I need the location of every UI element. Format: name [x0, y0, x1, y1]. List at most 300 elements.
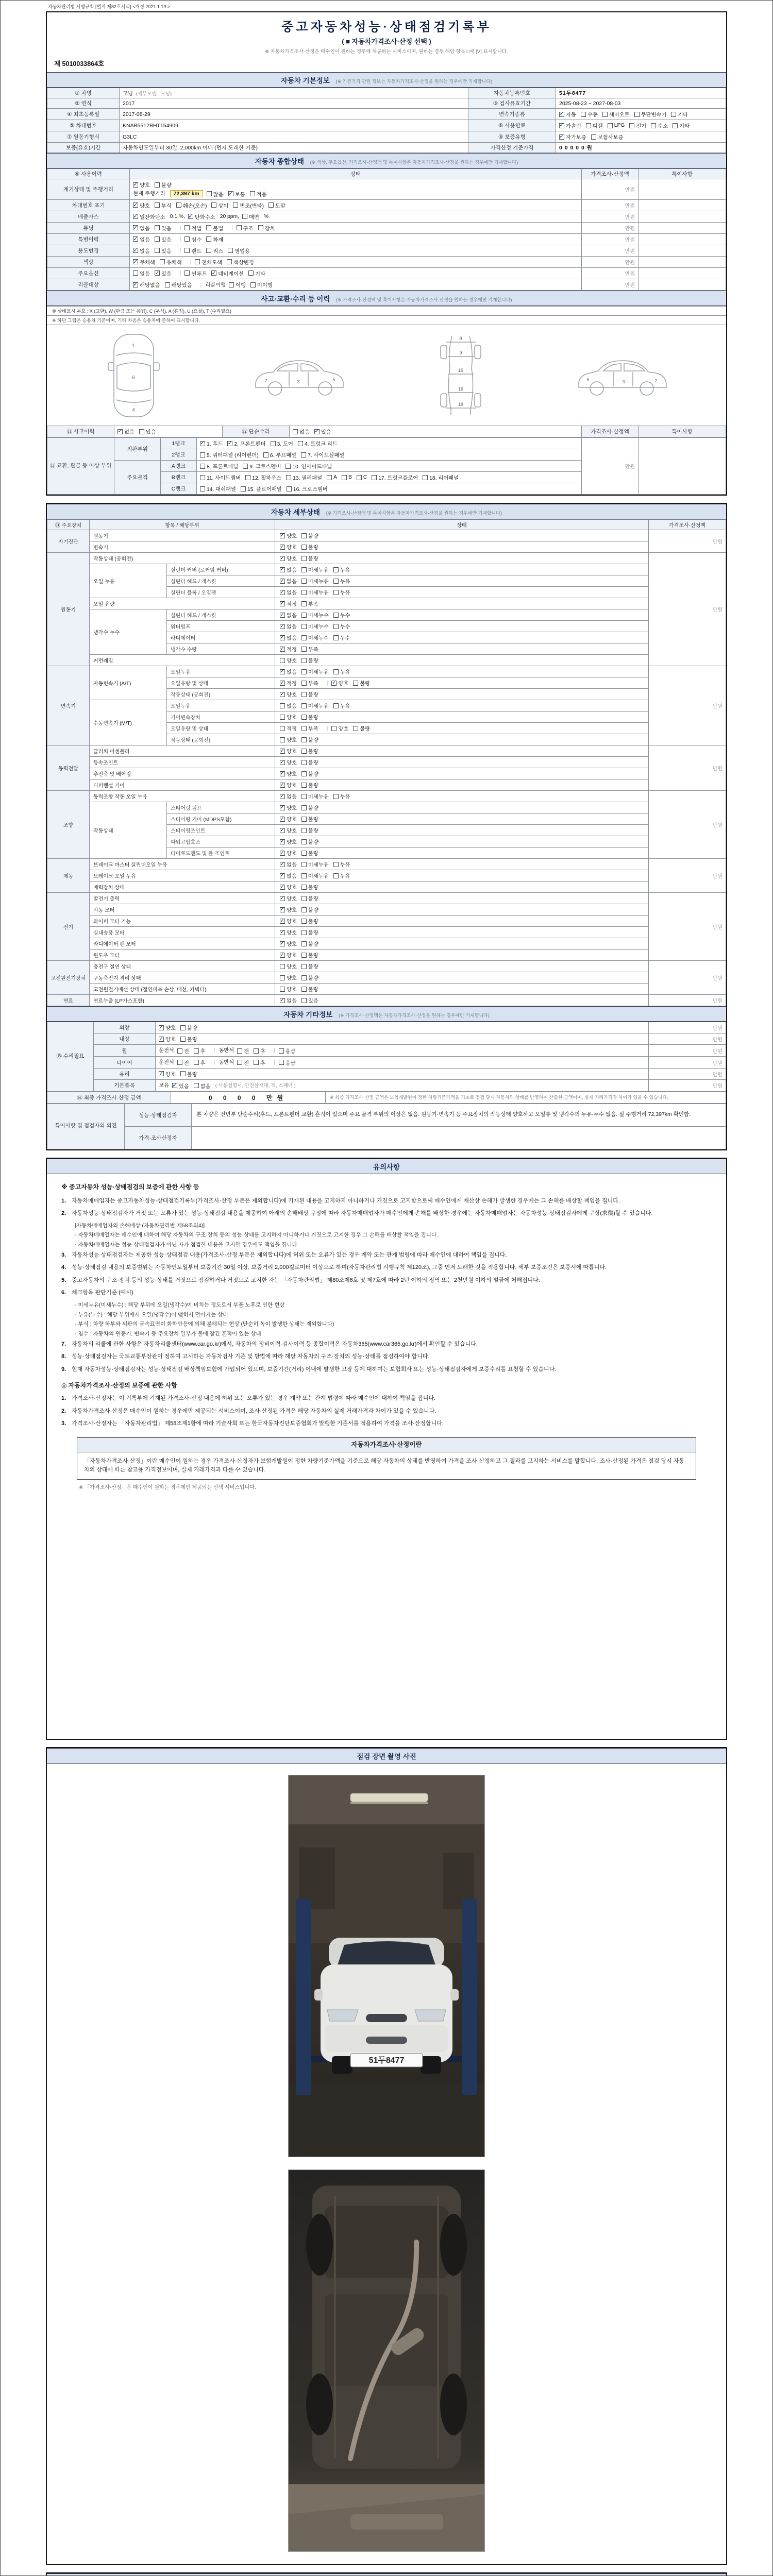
checkbox-전기[interactable]: [629, 122, 646, 129]
checkbox-없음[interactable]: [117, 428, 135, 435]
checkbox-양호[interactable]: [280, 815, 297, 823]
checkbox-box[interactable]: [280, 726, 285, 731]
checkbox-없음[interactable]: [133, 235, 150, 243]
checkbox-box[interactable]: ✓: [331, 680, 337, 686]
checkbox-일산화탄소[interactable]: [133, 213, 165, 221]
checkbox-box[interactable]: ✓: [133, 181, 138, 188]
checkbox-box[interactable]: [279, 1048, 284, 1054]
checkbox-미세누유[interactable]: [301, 702, 329, 709]
checkbox-불량[interactable]: [301, 974, 318, 981]
checkbox-box[interactable]: [423, 475, 428, 480]
checkbox-box[interactable]: ✓: [133, 235, 138, 242]
checkbox-있음[interactable]: [172, 1082, 189, 1090]
checkbox-box[interactable]: [301, 873, 307, 878]
checkbox-있음[interactable]: [155, 235, 172, 243]
checkbox-box[interactable]: ✓: [280, 748, 285, 754]
checkbox-불량[interactable]: [301, 962, 318, 970]
checkbox-box[interactable]: [285, 464, 291, 469]
checkbox-없음[interactable]: [280, 566, 297, 573]
checkbox-box[interactable]: [180, 1025, 186, 1030]
checkbox-응급[interactable]: [279, 1059, 296, 1066]
checkbox-11. 사이드멤버[interactable]: [200, 473, 241, 481]
checkbox-영업용[interactable]: [228, 247, 250, 255]
checkbox-양호[interactable]: [280, 770, 297, 777]
checkbox-box[interactable]: [301, 760, 307, 765]
checkbox-box[interactable]: [353, 726, 358, 731]
checkbox-box[interactable]: [194, 1048, 199, 1054]
checkbox-box[interactable]: [301, 703, 307, 708]
checkbox-box[interactable]: ✓: [280, 884, 285, 890]
checkbox-A[interactable]: [327, 474, 337, 480]
checkbox-box[interactable]: [184, 236, 190, 242]
checkbox-C[interactable]: [357, 474, 367, 480]
checkbox-box[interactable]: [155, 225, 160, 230]
checkbox-box[interactable]: ✓: [280, 895, 285, 902]
checkbox-적정[interactable]: [280, 724, 297, 732]
checkbox-box[interactable]: [200, 464, 205, 469]
checkbox-box[interactable]: ✓: [159, 1036, 164, 1042]
checkbox-box[interactable]: ✓: [280, 680, 285, 686]
checkbox-누유[interactable]: [333, 566, 350, 573]
checkbox-B[interactable]: [342, 474, 352, 480]
checkbox-box[interactable]: [160, 259, 165, 264]
checkbox-box[interactable]: [301, 590, 307, 595]
checkbox-3. 도어[interactable]: [271, 439, 293, 447]
checkbox-box[interactable]: [298, 441, 303, 446]
checkbox-후[interactable]: [194, 1047, 206, 1055]
checkbox-불량[interactable]: [301, 736, 318, 743]
checkbox-box[interactable]: [634, 112, 640, 117]
checkbox-누유[interactable]: [333, 577, 350, 585]
checkbox-box[interactable]: [301, 953, 307, 958]
checkbox-box[interactable]: [200, 475, 205, 480]
checkbox-미세누유[interactable]: [301, 577, 329, 585]
checkbox-box[interactable]: ✓: [280, 691, 285, 698]
checkbox-box[interactable]: [139, 429, 144, 434]
checkbox-불량[interactable]: [301, 894, 318, 902]
checkbox-전[interactable]: [237, 1047, 249, 1055]
checkbox-누유[interactable]: [333, 792, 350, 800]
checkbox-box[interactable]: [333, 590, 339, 595]
checkbox-box[interactable]: ✓: [314, 428, 320, 435]
checkbox-양호[interactable]: [280, 781, 297, 789]
checkbox-box[interactable]: [293, 429, 298, 434]
checkbox-box[interactable]: [301, 545, 307, 550]
checkbox-불량[interactable]: [301, 532, 318, 539]
checkbox-box[interactable]: [184, 248, 190, 253]
checkbox-box[interactable]: [333, 794, 339, 799]
checkbox-불량[interactable]: [301, 928, 318, 936]
checkbox-box[interactable]: [301, 794, 307, 799]
checkbox-양호[interactable]: [280, 883, 297, 891]
checkbox-양호[interactable]: [280, 747, 297, 755]
checkbox-box[interactable]: [180, 1037, 186, 1042]
checkbox-box[interactable]: ✓: [280, 861, 285, 868]
checkbox-불량[interactable]: [301, 781, 318, 789]
checkbox-box[interactable]: [301, 533, 307, 538]
checkbox-썬루프[interactable]: [184, 269, 207, 277]
checkbox-box[interactable]: ✓: [280, 612, 285, 618]
checkbox-box[interactable]: [333, 669, 339, 674]
checkbox-미세누수[interactable]: [301, 611, 329, 619]
checkbox-전[interactable]: [177, 1059, 189, 1066]
checkbox-box[interactable]: [184, 270, 190, 276]
checkbox-있음[interactable]: [314, 428, 331, 435]
checkbox-box[interactable]: [629, 123, 634, 128]
checkbox-box[interactable]: [280, 715, 285, 720]
checkbox-box[interactable]: [248, 270, 254, 276]
checkbox-전체도색[interactable]: [195, 258, 222, 266]
checkbox-box[interactable]: [333, 703, 339, 708]
checkbox-불량[interactable]: [301, 883, 318, 891]
checkbox-미세누유[interactable]: [301, 860, 329, 868]
checkbox-부족[interactable]: [301, 645, 318, 653]
checkbox-box[interactable]: [301, 669, 307, 674]
checkbox-기타[interactable]: [671, 110, 688, 118]
checkbox-box[interactable]: [586, 123, 591, 128]
checkbox-box[interactable]: ✓: [159, 1024, 164, 1031]
checkbox-미세누수[interactable]: [301, 622, 329, 630]
checkbox-box[interactable]: [280, 658, 285, 663]
checkbox-누수[interactable]: [333, 611, 350, 619]
checkbox-양호[interactable]: [280, 758, 297, 766]
checkbox-많음[interactable]: [207, 190, 224, 198]
checkbox-양호[interactable]: [280, 804, 297, 811]
checkbox-16. 크로스멤버[interactable]: [287, 485, 328, 493]
checkbox-없음[interactable]: [280, 611, 297, 619]
checkbox-불량[interactable]: [301, 770, 318, 777]
checkbox-box[interactable]: ✓: [280, 952, 285, 958]
checkbox-box[interactable]: [237, 225, 242, 230]
checkbox-box[interactable]: ✓: [280, 804, 285, 811]
checkbox-box[interactable]: ✓: [228, 190, 233, 197]
checkbox-box[interactable]: [301, 964, 307, 969]
checkbox-box[interactable]: [133, 270, 138, 276]
checkbox-box[interactable]: [333, 613, 339, 618]
checkbox-없음[interactable]: [280, 668, 297, 675]
checkbox-없음[interactable]: [280, 577, 297, 585]
checkbox-box[interactable]: [279, 1060, 284, 1065]
checkbox-box[interactable]: ✓: [280, 827, 285, 834]
checkbox-적음[interactable]: [250, 190, 267, 198]
checkbox-18. 리어패널[interactable]: [423, 473, 459, 481]
checkbox-부족[interactable]: [301, 600, 318, 607]
checkbox-부족[interactable]: [301, 679, 318, 687]
checkbox-있음[interactable]: [301, 996, 318, 1004]
checkbox-box[interactable]: [184, 225, 190, 230]
checkbox-없음[interactable]: [280, 996, 297, 1004]
checkbox-box[interactable]: [301, 635, 307, 640]
checkbox-미이행[interactable]: [250, 281, 273, 289]
checkbox-응급[interactable]: [279, 1047, 296, 1055]
checkbox-box[interactable]: [301, 851, 307, 856]
checkbox-box[interactable]: ✓: [133, 258, 138, 265]
checkbox-box[interactable]: [333, 624, 339, 629]
checkbox-불량[interactable]: [301, 838, 318, 845]
checkbox-box[interactable]: ✓: [280, 906, 285, 913]
checkbox-불량[interactable]: [301, 804, 318, 811]
checkbox-box[interactable]: [200, 486, 205, 492]
checkbox-box[interactable]: [155, 202, 160, 208]
checkbox-box[interactable]: ✓: [280, 872, 285, 879]
checkbox-1. 후드[interactable]: [200, 439, 223, 447]
checkbox-box[interactable]: [671, 112, 676, 117]
checkbox-불량[interactable]: [301, 815, 318, 823]
checkbox-box[interactable]: [301, 885, 307, 890]
checkbox-box[interactable]: [211, 202, 216, 208]
checkbox-box[interactable]: ✓: [280, 600, 285, 607]
checkbox-6. 루프패널[interactable]: [263, 451, 296, 459]
checkbox-box[interactable]: ✓: [133, 281, 138, 288]
checkbox-box[interactable]: [155, 236, 160, 242]
checkbox-box[interactable]: [333, 635, 339, 640]
checkbox-양호[interactable]: [280, 554, 297, 562]
checkbox-탄화수소[interactable]: [188, 213, 215, 221]
checkbox-box[interactable]: [301, 452, 306, 457]
checkbox-양호[interactable]: [280, 736, 297, 743]
checkbox-세미오토[interactable]: [602, 110, 630, 118]
checkbox-불량[interactable]: [180, 1035, 197, 1043]
checkbox-불량[interactable]: [301, 826, 318, 834]
checkbox-box[interactable]: [301, 998, 307, 1003]
checkbox-없음[interactable]: [133, 224, 150, 232]
checkbox-box[interactable]: ✓: [211, 269, 216, 276]
checkbox-box[interactable]: [301, 658, 307, 663]
checkbox-box[interactable]: [165, 282, 170, 287]
checkbox-양호[interactable]: [159, 1070, 176, 1078]
checkbox-box[interactable]: [155, 248, 160, 253]
checkbox-box[interactable]: [301, 896, 307, 901]
checkbox-box[interactable]: [581, 112, 586, 117]
checkbox-box[interactable]: [301, 828, 307, 833]
checkbox-4. 트렁크 리드[interactable]: [298, 439, 338, 447]
checkbox-없음[interactable]: [280, 792, 297, 800]
checkbox-양호[interactable]: [280, 894, 297, 902]
checkbox-box[interactable]: [301, 919, 307, 924]
checkbox-box[interactable]: [301, 783, 307, 788]
checkbox-box[interactable]: ✓: [559, 122, 564, 128]
checkbox-box[interactable]: ✓: [280, 816, 285, 822]
checkbox-훼손(오손)[interactable]: [176, 201, 207, 209]
checkbox-box[interactable]: [180, 1071, 186, 1076]
checkbox-색상변경[interactable]: [227, 258, 254, 266]
checkbox-box[interactable]: ✓: [188, 213, 193, 219]
checkbox-box[interactable]: [333, 862, 339, 867]
checkbox-후[interactable]: [254, 1059, 265, 1066]
checkbox-침수[interactable]: [184, 235, 201, 243]
checkbox-box[interactable]: [301, 681, 307, 686]
checkbox-적정[interactable]: [280, 600, 297, 607]
checkbox-양호[interactable]: [280, 962, 297, 970]
checkbox-불량[interactable]: [301, 906, 318, 913]
checkbox-box[interactable]: [280, 987, 285, 992]
checkbox-17. 트렁크플로어[interactable]: [372, 473, 418, 481]
checkbox-box[interactable]: ✓: [280, 646, 285, 652]
checkbox-box[interactable]: [194, 1083, 199, 1088]
checkbox-box[interactable]: [243, 464, 248, 469]
checkbox-불량[interactable]: [301, 985, 318, 993]
checkbox-box[interactable]: [301, 975, 307, 980]
checkbox-미세누유[interactable]: [301, 792, 329, 800]
checkbox-box[interactable]: ✓: [280, 566, 285, 573]
checkbox-보통[interactable]: [228, 190, 245, 198]
checkbox-box[interactable]: ✓: [559, 111, 564, 117]
checkbox-box[interactable]: [357, 475, 362, 480]
checkbox-양호[interactable]: [280, 690, 297, 698]
checkbox-해당없음[interactable]: [133, 281, 160, 289]
checkbox-불량[interactable]: [301, 917, 318, 925]
checkbox-box[interactable]: [250, 191, 255, 196]
checkbox-14. 대쉬패널[interactable]: [200, 485, 236, 493]
checkbox-box[interactable]: [301, 987, 307, 992]
checkbox-양호[interactable]: [280, 917, 297, 925]
checkbox-불량[interactable]: [301, 543, 318, 551]
checkbox-box[interactable]: [342, 475, 347, 480]
checkbox-box[interactable]: [176, 202, 181, 208]
checkbox-box[interactable]: ✓: [559, 133, 564, 140]
checkbox-box[interactable]: [301, 817, 307, 822]
checkbox-불량[interactable]: [301, 758, 318, 766]
checkbox-있음[interactable]: [139, 428, 156, 435]
checkbox-구조[interactable]: [237, 224, 254, 232]
checkbox-box[interactable]: [301, 930, 307, 935]
checkbox-box[interactable]: [591, 134, 596, 140]
checkbox-box[interactable]: [301, 941, 307, 946]
checkbox-box[interactable]: ✓: [280, 770, 285, 777]
checkbox-무단변속기[interactable]: [634, 110, 667, 118]
checkbox-불량[interactable]: [301, 713, 318, 721]
checkbox-box[interactable]: [301, 624, 307, 629]
checkbox-변조(변타)[interactable]: [233, 201, 264, 209]
checkbox-box[interactable]: [301, 715, 307, 720]
checkbox-있음[interactable]: [155, 224, 172, 232]
checkbox-양호[interactable]: [133, 201, 150, 209]
checkbox-box[interactable]: ✓: [280, 578, 285, 584]
checkbox-양호[interactable]: [280, 849, 297, 857]
checkbox-box[interactable]: [602, 112, 608, 117]
checkbox-누유[interactable]: [333, 588, 350, 596]
checkbox-양호[interactable]: [280, 656, 297, 664]
checkbox-box[interactable]: ✓: [280, 929, 285, 936]
checkbox-있음[interactable]: [155, 247, 172, 255]
checkbox-불량[interactable]: [301, 554, 318, 562]
checkbox-화재[interactable]: [206, 235, 223, 243]
checkbox-box[interactable]: ✓: [280, 634, 285, 641]
checkbox-box[interactable]: ✓: [133, 224, 138, 231]
checkbox-box[interactable]: ✓: [133, 247, 138, 253]
checkbox-box[interactable]: ✓: [280, 793, 285, 800]
checkbox-9. 크로스멤버[interactable]: [243, 462, 281, 470]
checkbox-양호[interactable]: [280, 838, 297, 845]
checkbox-box[interactable]: [372, 475, 377, 480]
checkbox-box[interactable]: [287, 486, 292, 492]
checkbox-box[interactable]: [673, 123, 678, 128]
checkbox-불량[interactable]: [301, 690, 318, 698]
checkbox-적정[interactable]: [280, 645, 297, 653]
checkbox-없음[interactable]: [280, 622, 297, 630]
checkbox-양호[interactable]: [133, 181, 150, 189]
checkbox-box[interactable]: [254, 1060, 259, 1065]
checkbox-적정[interactable]: [280, 679, 297, 687]
checkbox-box[interactable]: [177, 1048, 182, 1054]
checkbox-상이[interactable]: [211, 201, 228, 209]
checkbox-양호[interactable]: [280, 940, 297, 947]
checkbox-box[interactable]: [263, 452, 268, 457]
checkbox-8. 프론트패널[interactable]: [200, 462, 238, 470]
checkbox-box[interactable]: [242, 214, 247, 219]
checkbox-box[interactable]: [301, 839, 307, 844]
checkbox-전[interactable]: [177, 1047, 189, 1055]
checkbox-box[interactable]: [301, 749, 307, 754]
checkbox-미세누수[interactable]: [301, 634, 329, 641]
checkbox-box[interactable]: [651, 123, 656, 128]
checkbox-불량[interactable]: [301, 849, 318, 857]
checkbox-box[interactable]: [301, 613, 307, 618]
checkbox-box[interactable]: [195, 259, 200, 264]
checkbox-box[interactable]: ✓: [133, 213, 138, 219]
checkbox-box[interactable]: [608, 123, 613, 128]
checkbox-box[interactable]: [301, 601, 307, 606]
checkbox-양호[interactable]: [280, 951, 297, 959]
checkbox-불법[interactable]: [206, 224, 223, 232]
checkbox-가솔린[interactable]: [559, 122, 581, 129]
checkbox-불량[interactable]: [180, 1070, 197, 1078]
checkbox-누유[interactable]: [333, 860, 350, 868]
checkbox-box[interactable]: [228, 248, 233, 253]
checkbox-box[interactable]: [301, 862, 307, 867]
checkbox-13. 필러패널[interactable]: [286, 473, 322, 481]
checkbox-box[interactable]: ✓: [159, 1070, 164, 1077]
checkbox-box[interactable]: [301, 737, 307, 742]
checkbox-10. 인사이드패널[interactable]: [285, 462, 332, 470]
checkbox-불량[interactable]: [353, 679, 370, 687]
checkbox-미세누유[interactable]: [301, 588, 329, 596]
checkbox-미세누유[interactable]: [301, 566, 329, 573]
checkbox-box[interactable]: [206, 248, 211, 253]
checkbox-부식[interactable]: [155, 201, 172, 209]
checkbox-양호[interactable]: [280, 532, 297, 539]
checkbox-box[interactable]: [301, 726, 307, 731]
checkbox-box[interactable]: [250, 282, 256, 287]
checkbox-렌트[interactable]: [184, 247, 201, 255]
checkbox-box[interactable]: ✓: [280, 997, 285, 1004]
checkbox-양호[interactable]: [280, 826, 297, 834]
checkbox-누유[interactable]: [333, 702, 350, 709]
checkbox-불량[interactable]: [301, 951, 318, 959]
checkbox-box[interactable]: ✓: [280, 544, 285, 550]
checkbox-미세누유[interactable]: [301, 872, 329, 879]
checkbox-box[interactable]: [254, 1048, 259, 1054]
checkbox-box[interactable]: [301, 907, 307, 912]
checkbox-후[interactable]: [194, 1059, 206, 1066]
checkbox-없음[interactable]: [133, 269, 150, 277]
checkbox-미세누유[interactable]: [301, 668, 329, 675]
checkbox-7. 사이드실패널[interactable]: [301, 451, 344, 459]
checkbox-box[interactable]: [301, 567, 307, 572]
checkbox-box[interactable]: ✓: [280, 918, 285, 924]
checkbox-box[interactable]: ✓: [280, 668, 285, 675]
checkbox-유채색[interactable]: [160, 258, 182, 266]
checkbox-box[interactable]: [155, 182, 160, 188]
checkbox-네비게이션[interactable]: [211, 269, 244, 277]
checkbox-양호[interactable]: [280, 543, 297, 551]
checkbox-누수[interactable]: [333, 634, 350, 641]
checkbox-기타[interactable]: [248, 269, 265, 277]
checkbox-box[interactable]: [333, 873, 339, 878]
checkbox-없음[interactable]: [280, 588, 297, 596]
checkbox-도말[interactable]: [268, 201, 285, 209]
checkbox-없음[interactable]: [133, 247, 150, 255]
